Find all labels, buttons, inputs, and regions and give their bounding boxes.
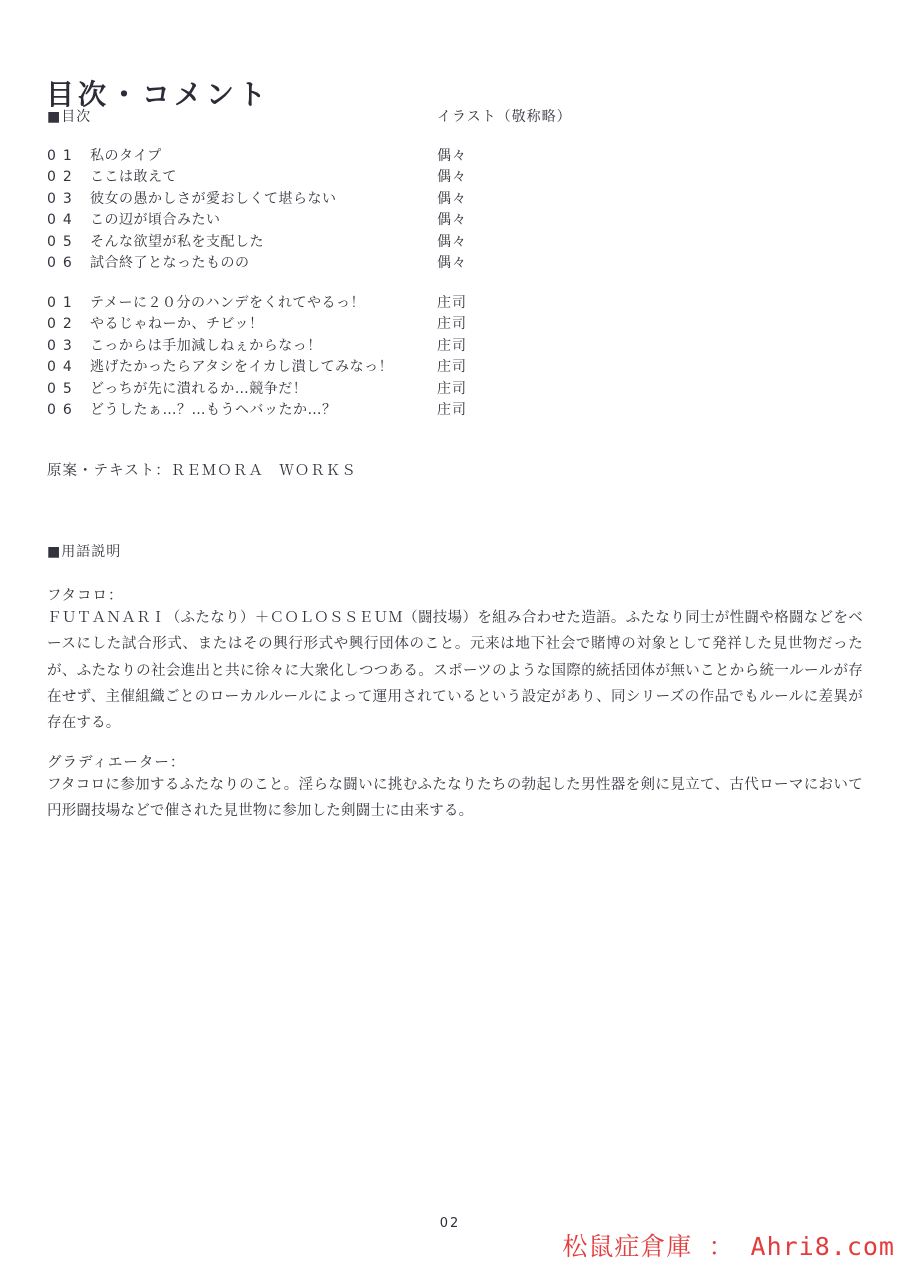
credit-line: 原案・テキスト：ＲＥＭＯＲＡ ＷＯＲＫＳ bbox=[47, 463, 357, 479]
chapter-artist: 偶々 bbox=[437, 169, 467, 186]
glossary-term: フタコロ： bbox=[47, 588, 124, 604]
toc-group-1 bbox=[47, 146, 860, 274]
chapter-number: 03 bbox=[47, 337, 79, 354]
chapter-title: 彼女の愚かしさが愛おしくて堪らない bbox=[90, 190, 337, 207]
toc-illustrator-heading: イラスト（敬称略） bbox=[437, 109, 572, 125]
toc-row bbox=[47, 146, 860, 167]
toc-row bbox=[47, 400, 860, 421]
chapter-artist: 庄司 bbox=[437, 295, 467, 311]
glossary-term: グラディエーター： bbox=[47, 755, 186, 771]
chapter-title: テメーに２０分のハンデをくれてやるっ！ bbox=[90, 295, 365, 311]
toc-row bbox=[47, 253, 860, 274]
chapter-number: 02 bbox=[47, 169, 79, 186]
chapter-number: 04 bbox=[47, 212, 79, 229]
toc-row bbox=[47, 379, 860, 400]
toc-heading: ■目次 bbox=[47, 109, 92, 125]
chapter-number: 04 bbox=[47, 359, 79, 376]
chapter-artist: 庄司 bbox=[437, 337, 467, 354]
toc-row bbox=[47, 293, 860, 314]
toc-row bbox=[47, 232, 860, 253]
chapter-artist: 偶々 bbox=[437, 190, 467, 207]
toc-header bbox=[47, 106, 860, 126]
chapter-artist: 庄司 bbox=[437, 359, 467, 376]
chapter-number: 02 bbox=[47, 316, 79, 333]
chapter-artist: 偶々 bbox=[437, 212, 467, 229]
toc-row bbox=[47, 336, 860, 357]
chapter-artist: 庄司 bbox=[437, 401, 467, 418]
chapter-number: 01 bbox=[47, 295, 79, 311]
chapter-title: どうしたぁ…？…もうヘバッたか…？ bbox=[90, 401, 337, 418]
glossary-definition: フタコロに参加するふたなりのこと。淫らな闘いに挑むふたなりたちの勃起した男性器を剣に見立て、古代ローマにおいて円形闘技場などで催された見世物に参加した剣闘士に由来する。 bbox=[47, 777, 863, 820]
glossary-definition: ＦＵＴＡＮＡＲＩ（ふたなり）＋ＣＯＬＯＳＳＥＵＭ（闘技場）を組み合わせた造語。ふたなり同士が性闘や格闘などをベースにした試合形式、またはその興行形式や興行団体のこと。元来は地下社会で賭博の対象として発祥した見世物だったが、ふたなりの社会進出と共に徐々に大衆化しつつある。スポーツのような国際的統括団体が無いことから統一ルールが存在せず、主催組織ごとのローカルルールによって運用されているという設定があり、同シリーズの作品でもルールに差異が存在する。 bbox=[47, 610, 863, 732]
chapter-title: 試合終了となったものの bbox=[90, 254, 250, 271]
toc-row bbox=[47, 357, 860, 378]
toc-row bbox=[47, 189, 860, 210]
chapter-title: どっちが先に潰れるか…競争だ！ bbox=[90, 380, 308, 397]
chapter-number: 06 bbox=[47, 401, 79, 418]
chapter-title: やるじゃねーか、チビッ！ bbox=[90, 316, 264, 333]
toc-row bbox=[47, 210, 860, 231]
chapter-title: 私のタイプ bbox=[90, 148, 162, 164]
chapter-title: 逃げたかったらアタシをイカし潰してみなっ！ bbox=[90, 359, 394, 376]
chapter-artist: 偶々 bbox=[437, 148, 467, 164]
site-watermark: 松鼠症倉庫 ： Ahri8.com bbox=[562, 1232, 895, 1261]
chapter-title: この辺が頃合みたい bbox=[90, 212, 221, 229]
chapter-artist: 偶々 bbox=[437, 233, 467, 250]
toc-row bbox=[47, 314, 860, 335]
chapter-title: そんな欲望が私を支配した bbox=[90, 233, 264, 250]
chapter-artist: 庄司 bbox=[437, 316, 467, 333]
toc-row bbox=[47, 167, 860, 188]
chapter-number: 01 bbox=[47, 148, 79, 164]
page-title: 目次・コメント bbox=[46, 77, 271, 111]
page-number: 02 bbox=[439, 1216, 461, 1231]
chapter-number: 06 bbox=[47, 254, 79, 271]
chapter-number: 03 bbox=[47, 190, 79, 207]
chapter-number: 05 bbox=[47, 380, 79, 397]
glossary-heading: ■用語説明 bbox=[47, 544, 122, 560]
chapter-number: 05 bbox=[47, 233, 79, 250]
toc-group-2 bbox=[47, 293, 860, 421]
chapter-title: ここは敢えて bbox=[90, 169, 177, 186]
chapter-title: こっからは手加減しねぇからなっ！ bbox=[90, 337, 322, 354]
chapter-artist: 偶々 bbox=[437, 254, 467, 271]
chapter-artist: 庄司 bbox=[437, 380, 467, 397]
